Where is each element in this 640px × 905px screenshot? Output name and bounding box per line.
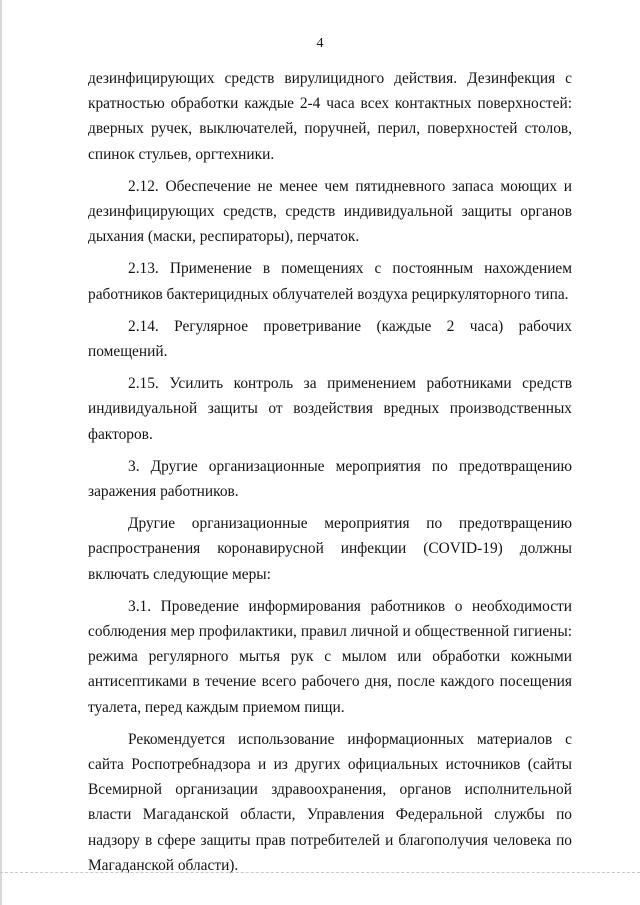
page-number: 4 <box>316 36 324 51</box>
scan-bottom-edge <box>0 872 640 874</box>
paragraph: 2.14. Регулярное проветривание (каждые 2 часа) рабочих помещений. <box>88 317 572 361</box>
paragraph: Другие организационные мероприятия по предотвращению распространения коронавирусной инфекции (COVID-19) должны включать следующие меры: <box>88 515 572 583</box>
paragraph: 3.1. Проведение информирования работников о необходимости соблюдения мер профилактики, правил личной и общественной гигиены: режима регулярного мытья рук с мылом или обработки кожными антисептиками в течение всего рабочего дня, после каждого посещения туалета, перед каждым приемом пищи. <box>88 597 572 716</box>
paragraph: 3. Другие организационные мероприятия по предотвращению заражения работников. <box>88 457 572 501</box>
paragraph: 2.15. Усилить контроль за применением работниками средств индивидуальной защиты от воздействия вредных производственных факторов. <box>88 375 572 443</box>
scan-left-edge <box>0 0 2 905</box>
paragraph: 2.13. Применение в помещениях с постоянным нахождением работников бактерицидных облучателей воздуха рециркуляторного типа. <box>88 260 572 303</box>
paragraph: дезинфицирующих средств вирулицидного действия. Дезинфекция с кратностью обработки каждые 2-4 часа всех контактных поверхностей: дверных ручек, выключателей, поручней, перил, поверхностей столов, спинок стульев, оргтехники. <box>88 70 572 163</box>
paragraph: Рекомендуется использование информационных материалов с сайта Роспотребнадзора и из других официальных источников (сайты Всемирной организации здравоохранения, органов исполнительной власти Магаданской области, Управления Федеральной службы по надзору в сфере защиты прав потребителей и благополучия человека по Магаданской области). <box>88 730 572 874</box>
document-body <box>88 66 572 878</box>
paragraph: 2.12. Обеспечение не менее чем пятидневного запаса моющих и дезинфицирующих средств, средств индивидуальной защиты органов дыхания (маски, респираторы), перчаток. <box>88 177 572 246</box>
